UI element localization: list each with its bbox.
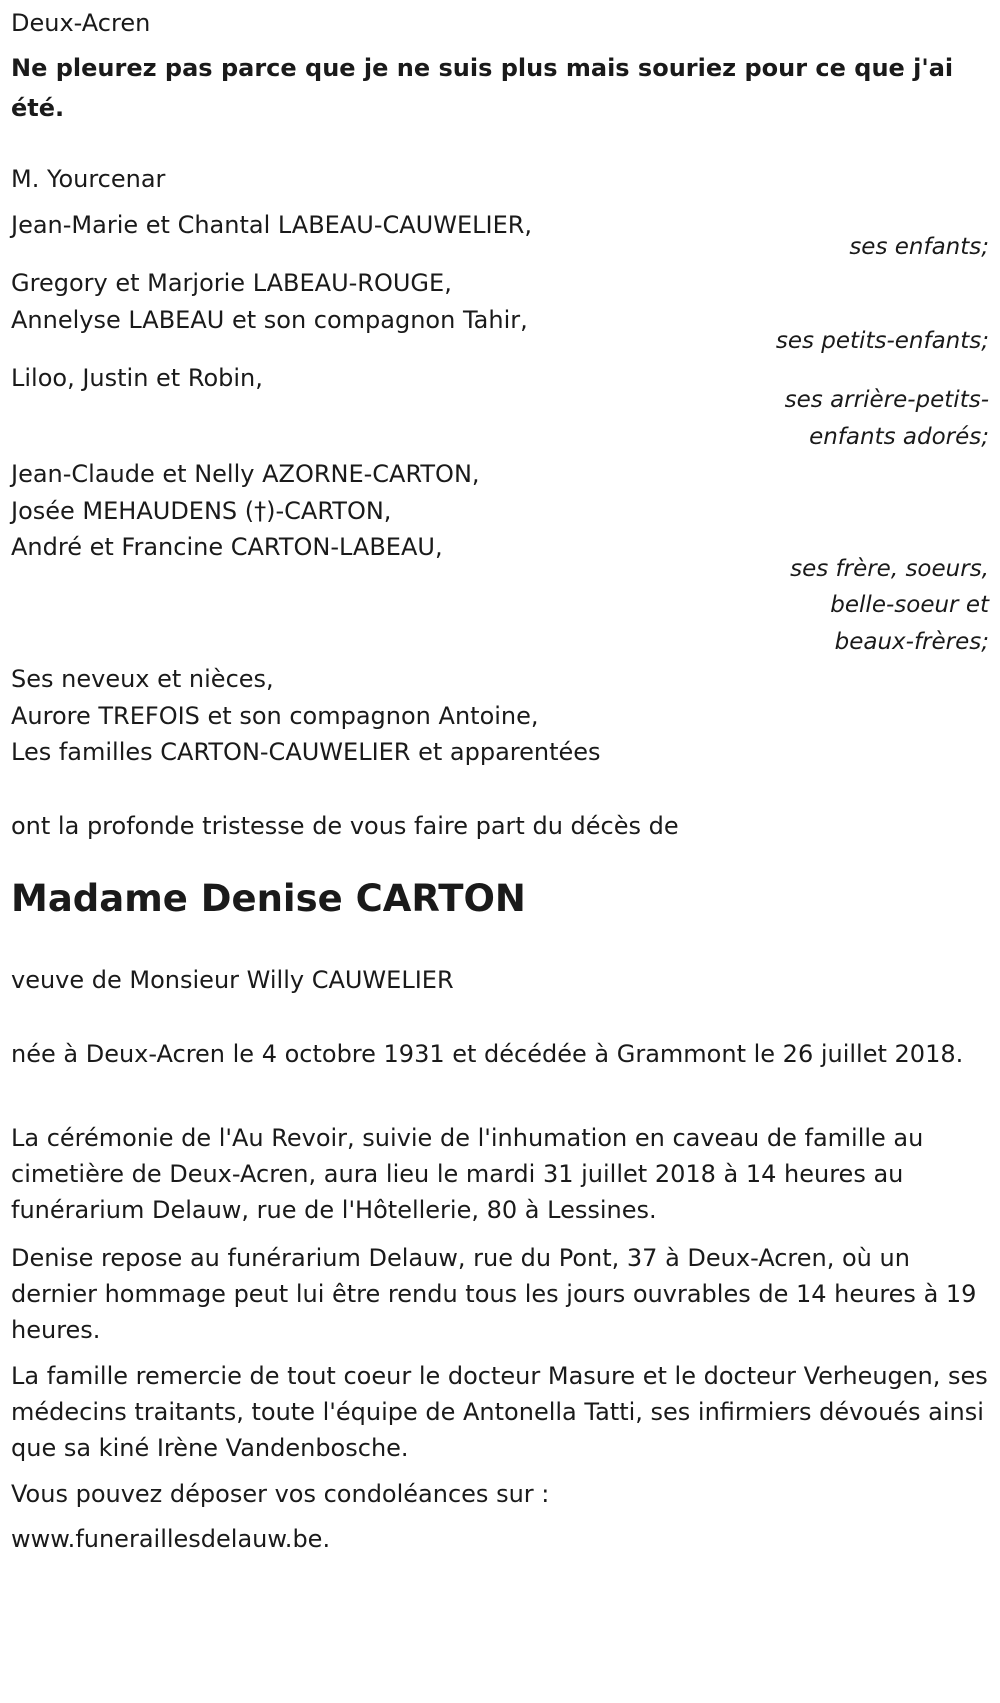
widow-of-text: veuve de Monsieur Willy CAUWELIER [11, 966, 454, 994]
ceremony-paragraph: La cérémonie de l'Au Revoir, suivie de l'inhumation en caveau de famille au cimetière de Deux-Acren, aura lieu le mardi 31 juillet 2018 à 14 heures au funérarium Delauw, rue de l'Hôtellerie, 80 à Lessines. [11, 1124, 924, 1224]
others-line-3: Les familles CARTON-CAUWELIER et apparentées [11, 738, 601, 766]
greatgrandchildren-line: Liloo, Justin et Robin, [11, 364, 263, 392]
thanks-paragraph: La famille remercie de tout coeur le docteur Masure et le docteur Verheugen, ses médecins traitants, toute l'équipe de Antonella Tatti, ses infirmiers dévoués ainsi que sa kiné Irène Vandenbosche. [11, 1362, 988, 1462]
siblings-role-3: beaux-frères; [834, 629, 989, 655]
siblings-role-1: ses frère, soeurs, [790, 556, 989, 582]
deceased-name: Madame Denise CARTON [11, 877, 526, 920]
children-role: ses enfants; [849, 234, 989, 260]
condolences-label: Vous pouvez déposer vos condoléances sur : [11, 1480, 550, 1508]
grandchildren-line-1: Gregory et Marjorie LABEAU-ROUGE, [11, 269, 452, 297]
siblings-line-3: André et Francine CARTON-LABEAU, [11, 533, 443, 561]
siblings-line-1: Jean-Claude et Nelly AZORNE-CARTON, [11, 460, 480, 488]
greatgrandchildren-role-1: ses arrière-petits- [784, 387, 989, 413]
visitation-paragraph: Denise repose au funérarium Delauw, rue du Pont, 37 à Deux-Acren, où un dernier hommage peut lui être rendu tous les jours ouvrables de 14 heures à 19 heures. [11, 1244, 977, 1344]
others-line-1: Ses neveux et nièces, [11, 665, 274, 693]
quote-author: M. Yourcenar [11, 165, 166, 193]
siblings-role-2: belle-soeur et [830, 592, 989, 618]
grandchildren-role: ses petits-enfants; [775, 328, 989, 354]
grandchildren-line-2: Annelyse LABEAU et son compagnon Tahir, [11, 306, 528, 334]
location-heading: Deux-Acren [11, 9, 151, 37]
quote-text: Ne pleurez pas parce que je ne suis plus mais souriez pour ce que j'ai été. [11, 54, 954, 122]
birth-death-paragraph: née à Deux-Acren le 4 octobre 1931 et décédée à Grammont le 26 juillet 2018. [11, 1040, 964, 1068]
siblings-line-2: Josée MEHAUDENS (†)-CARTON, [11, 497, 392, 525]
others-line-2: Aurore TREFOIS et son compagnon Antoine, [11, 702, 539, 730]
website-link[interactable]: www.funeraillesdelauw.be. [11, 1525, 331, 1553]
children-line: Jean-Marie et Chantal LABEAU-CAUWELIER, [11, 211, 533, 239]
greatgrandchildren-role-2: enfants adorés; [809, 424, 989, 450]
announcement-text: ont la profonde tristesse de vous faire part du décès de [11, 812, 679, 840]
